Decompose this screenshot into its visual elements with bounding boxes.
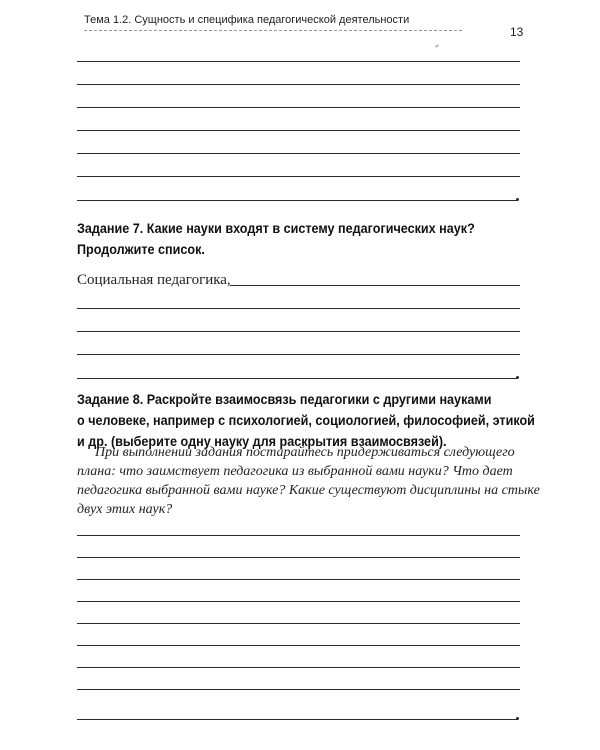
instruction-line: двух этих наук? xyxy=(77,502,173,517)
answer-line[interactable] xyxy=(77,308,520,309)
instruction-line: плана: что заимствует педагогика из выбранной вами науки? Что дает xyxy=(77,464,513,479)
page-number: 13 xyxy=(510,25,524,39)
task-heading-line: Продолжите список. xyxy=(77,241,205,257)
end-mark xyxy=(516,198,519,201)
answer-line[interactable] xyxy=(77,535,520,536)
answer-line[interactable] xyxy=(230,285,520,286)
header-rule xyxy=(84,30,462,31)
end-mark xyxy=(516,376,519,379)
answer-line[interactable] xyxy=(77,378,518,379)
answer-line[interactable] xyxy=(77,689,520,690)
answer-line[interactable] xyxy=(77,153,520,154)
answer-line[interactable] xyxy=(77,61,520,62)
answer-line[interactable] xyxy=(77,719,518,720)
task-heading-line: Задание 8. Раскройте взаимосвязь педагогики с другими науками xyxy=(77,391,492,407)
instruction-line: При выполнении задания постарайтесь придерживаться следующего xyxy=(95,445,515,460)
answer-line[interactable] xyxy=(77,557,520,558)
answer-line[interactable] xyxy=(77,645,520,646)
answer-line[interactable] xyxy=(77,130,520,131)
prefill-text: Социальная педагогика, xyxy=(77,272,231,288)
answer-line[interactable] xyxy=(77,354,520,355)
task-8-instruction xyxy=(77,443,540,519)
task-heading-line: и др. (выберите одну науку для раскрытия взаимосвязей). xyxy=(77,433,447,449)
print-speck xyxy=(435,44,439,48)
answer-line[interactable] xyxy=(77,107,520,108)
task-heading-line: Задание 7. Какие науки входят в систему педагогических наук? xyxy=(77,220,475,236)
answer-line[interactable] xyxy=(77,623,520,624)
answer-line[interactable] xyxy=(77,601,520,602)
end-mark xyxy=(516,717,519,720)
answer-line[interactable] xyxy=(77,331,520,332)
instruction-line: педагогика выбранной вами науке? Какие существуют дисциплины на стыке xyxy=(77,483,540,498)
answer-line[interactable] xyxy=(77,579,520,580)
answer-line[interactable] xyxy=(77,200,518,201)
answer-line[interactable] xyxy=(77,84,520,85)
answer-line[interactable] xyxy=(77,176,520,177)
answer-line[interactable] xyxy=(77,667,520,668)
task-heading-line: о человеке, например с психологией, социологией, философией, этикой xyxy=(77,412,535,428)
running-title: Тема 1.2. Сущность и специфика педагогической деятельности xyxy=(84,14,410,26)
